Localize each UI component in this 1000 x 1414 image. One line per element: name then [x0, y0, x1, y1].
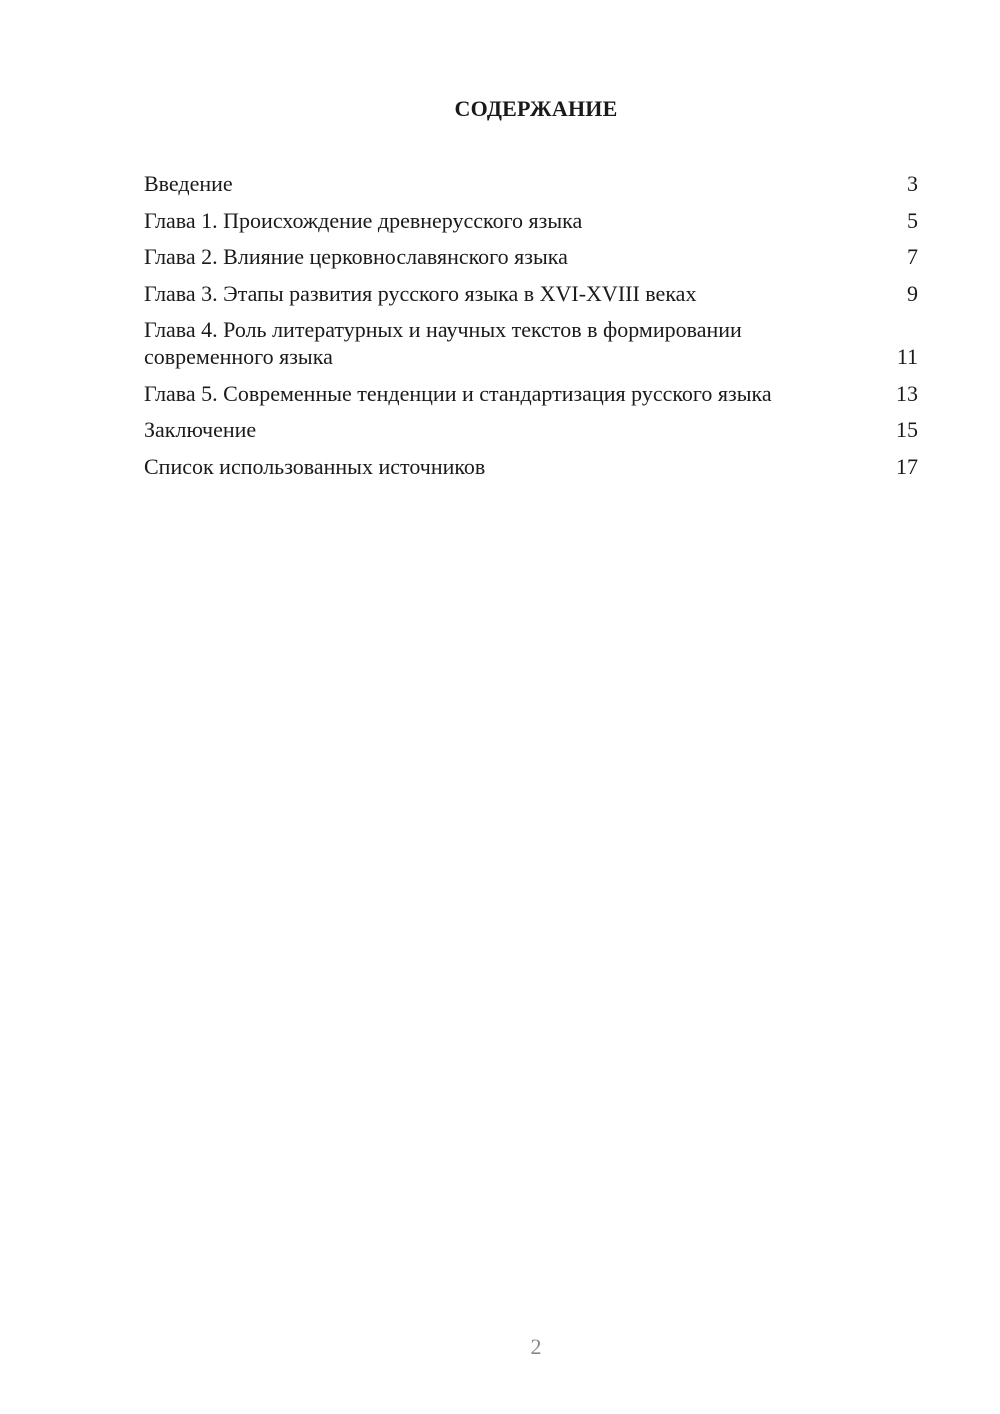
toc-entry-page: 11: [896, 344, 918, 369]
toc-entry-page: 3: [907, 171, 918, 196]
toc-entry-chapter-3: [144, 280, 918, 307]
toc-entry-conclusion: [144, 416, 918, 443]
toc-entry-title: Введение: [144, 171, 233, 196]
toc-entry-title: Глава 5. Современные тенденции и стандартизация русского языка: [144, 380, 772, 406]
page-number: 2: [530, 1334, 542, 1359]
toc-entry-title: Глава 3. Этапы развития русского языка в XVI-XVIII веках: [144, 280, 697, 306]
page-title: СОДЕРЖАНИЕ: [454, 96, 618, 121]
toc-entry-chapter-5: [144, 380, 918, 407]
toc-entry-page: 9: [907, 280, 918, 306]
toc-entry-title: Глава 4. Роль литературных и научных текстов в формировании современного языка: [144, 317, 742, 369]
toc-entry-references: [144, 453, 918, 480]
toc-entry-title: Глава 2. Влияние церковнославянского языка: [144, 244, 568, 269]
toc-entry-page: 15: [896, 417, 918, 442]
toc-entry-page: 13: [896, 380, 918, 406]
toc-entry-introduction: [144, 170, 918, 197]
table-of-contents: [144, 170, 918, 489]
toc-entry-page: 17: [896, 453, 918, 479]
toc-entry-title: Список использованных источников: [144, 453, 486, 479]
toc-entry-chapter-4: [144, 316, 918, 370]
toc-entry-title: Глава 1. Происхождение древнерусского языка: [144, 207, 583, 233]
toc-entry-page: 5: [907, 207, 918, 233]
toc-entry-page: 7: [907, 244, 918, 269]
toc-entry-chapter-2: [144, 243, 918, 270]
toc-entry-title: Заключение: [144, 417, 257, 442]
toc-entry-chapter-1: [144, 207, 918, 234]
